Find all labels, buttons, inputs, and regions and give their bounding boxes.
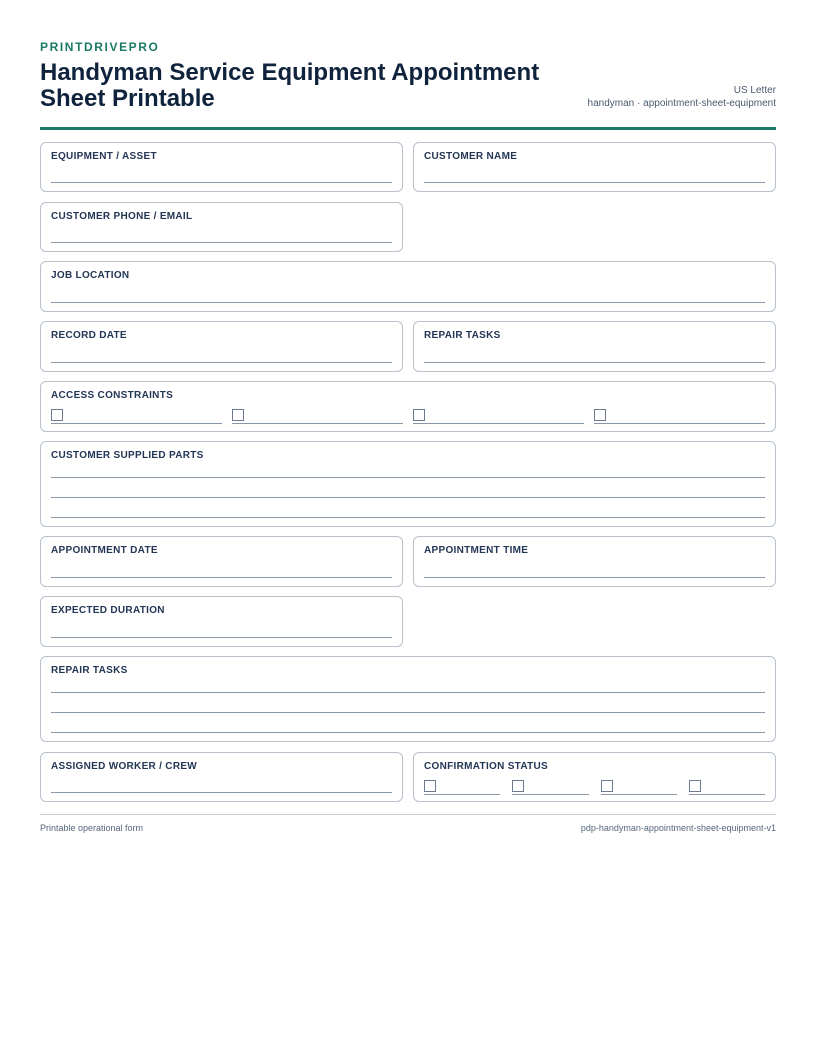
record-date-input-line[interactable] bbox=[51, 362, 392, 363]
appointment-date-input-line[interactable] bbox=[51, 577, 392, 578]
page-header bbox=[40, 60, 776, 130]
customer-contact-input-line[interactable] bbox=[51, 242, 392, 243]
brand-name: PRINTDRIVEPRO bbox=[40, 40, 160, 54]
page-title: Handyman Service Equipment Appointment Sheet Printable bbox=[40, 59, 540, 112]
repair-tasks-input-line[interactable] bbox=[51, 732, 765, 733]
customer-parts-input-line[interactable] bbox=[51, 517, 765, 518]
access-option bbox=[51, 408, 222, 424]
page-meta bbox=[588, 84, 776, 110]
repair-tasks-short-field bbox=[413, 321, 776, 372]
form-id: pdp-handyman-appointment-sheet-equipment-v1 bbox=[580, 823, 776, 833]
expected-duration-field bbox=[40, 596, 403, 647]
expected-duration-input-line[interactable] bbox=[51, 637, 392, 638]
form-slug: handyman · appointment-sheet-equipment bbox=[587, 98, 776, 109]
access-constraints-field bbox=[40, 381, 776, 432]
customer-parts-field bbox=[40, 441, 776, 527]
status-option bbox=[512, 779, 588, 795]
repair-tasks-short-input-line[interactable] bbox=[424, 362, 765, 363]
repair-tasks-label: REPAIR TASKS bbox=[51, 665, 128, 676]
customer-parts-label: CUSTOMER SUPPLIED PARTS bbox=[51, 450, 204, 461]
confirmation-status-label: CONFIRMATION STATUS bbox=[424, 761, 549, 772]
access-option bbox=[594, 408, 765, 424]
confirmation-status-field bbox=[413, 752, 776, 802]
job-location-label: JOB LOCATION bbox=[51, 270, 130, 281]
checkbox[interactable] bbox=[51, 409, 63, 421]
customer-name-label: CUSTOMER NAME bbox=[424, 151, 518, 162]
repair-tasks-input-line[interactable] bbox=[51, 692, 765, 693]
customer-contact-field bbox=[40, 202, 403, 252]
status-option bbox=[424, 779, 500, 795]
status-option bbox=[689, 779, 765, 795]
appointment-time-input-line[interactable] bbox=[424, 577, 765, 578]
customer-parts-input-line[interactable] bbox=[51, 497, 765, 498]
customer-parts-input-line[interactable] bbox=[51, 477, 765, 478]
access-option bbox=[413, 408, 584, 424]
checkbox[interactable] bbox=[689, 780, 701, 792]
assigned-worker-label: ASSIGNED WORKER / CREW bbox=[51, 761, 198, 772]
equipment-label: EQUIPMENT / ASSET bbox=[51, 151, 157, 162]
checkbox[interactable] bbox=[512, 780, 524, 792]
appointment-date-field bbox=[40, 536, 403, 587]
checkbox[interactable] bbox=[601, 780, 613, 792]
access-constraints-options bbox=[51, 408, 765, 424]
paper-size: US Letter bbox=[733, 85, 776, 96]
status-option bbox=[601, 779, 677, 795]
equipment-input-line[interactable] bbox=[51, 182, 392, 183]
checkbox[interactable] bbox=[413, 409, 425, 421]
checkbox[interactable] bbox=[594, 409, 606, 421]
repair-tasks-input-line[interactable] bbox=[51, 712, 765, 713]
job-location-input-line[interactable] bbox=[51, 302, 765, 303]
customer-contact-label: CUSTOMER PHONE / EMAIL bbox=[51, 211, 193, 222]
checkbox[interactable] bbox=[424, 780, 436, 792]
expected-duration-label: EXPECTED DURATION bbox=[51, 605, 165, 616]
access-constraints-label: ACCESS CONSTRAINTS bbox=[51, 390, 174, 401]
job-location-field bbox=[40, 261, 776, 312]
confirmation-status-options bbox=[424, 779, 765, 795]
repair-tasks-short-label: REPAIR TASKS bbox=[424, 330, 501, 341]
record-date-label: RECORD DATE bbox=[51, 330, 127, 341]
assigned-worker-field bbox=[40, 752, 403, 802]
page-footer bbox=[40, 814, 776, 833]
access-option bbox=[232, 408, 403, 424]
equipment-field bbox=[40, 142, 403, 192]
appointment-date-label: APPOINTMENT DATE bbox=[51, 545, 158, 556]
checkbox[interactable] bbox=[232, 409, 244, 421]
footer-note: Printable operational form bbox=[40, 823, 144, 833]
appointment-time-label: APPOINTMENT TIME bbox=[424, 545, 529, 556]
record-date-field bbox=[40, 321, 403, 372]
customer-name-input-line[interactable] bbox=[424, 182, 765, 183]
repair-tasks-field bbox=[40, 656, 776, 742]
customer-name-field bbox=[413, 142, 776, 192]
appointment-time-field bbox=[413, 536, 776, 587]
assigned-worker-input-line[interactable] bbox=[51, 792, 392, 793]
